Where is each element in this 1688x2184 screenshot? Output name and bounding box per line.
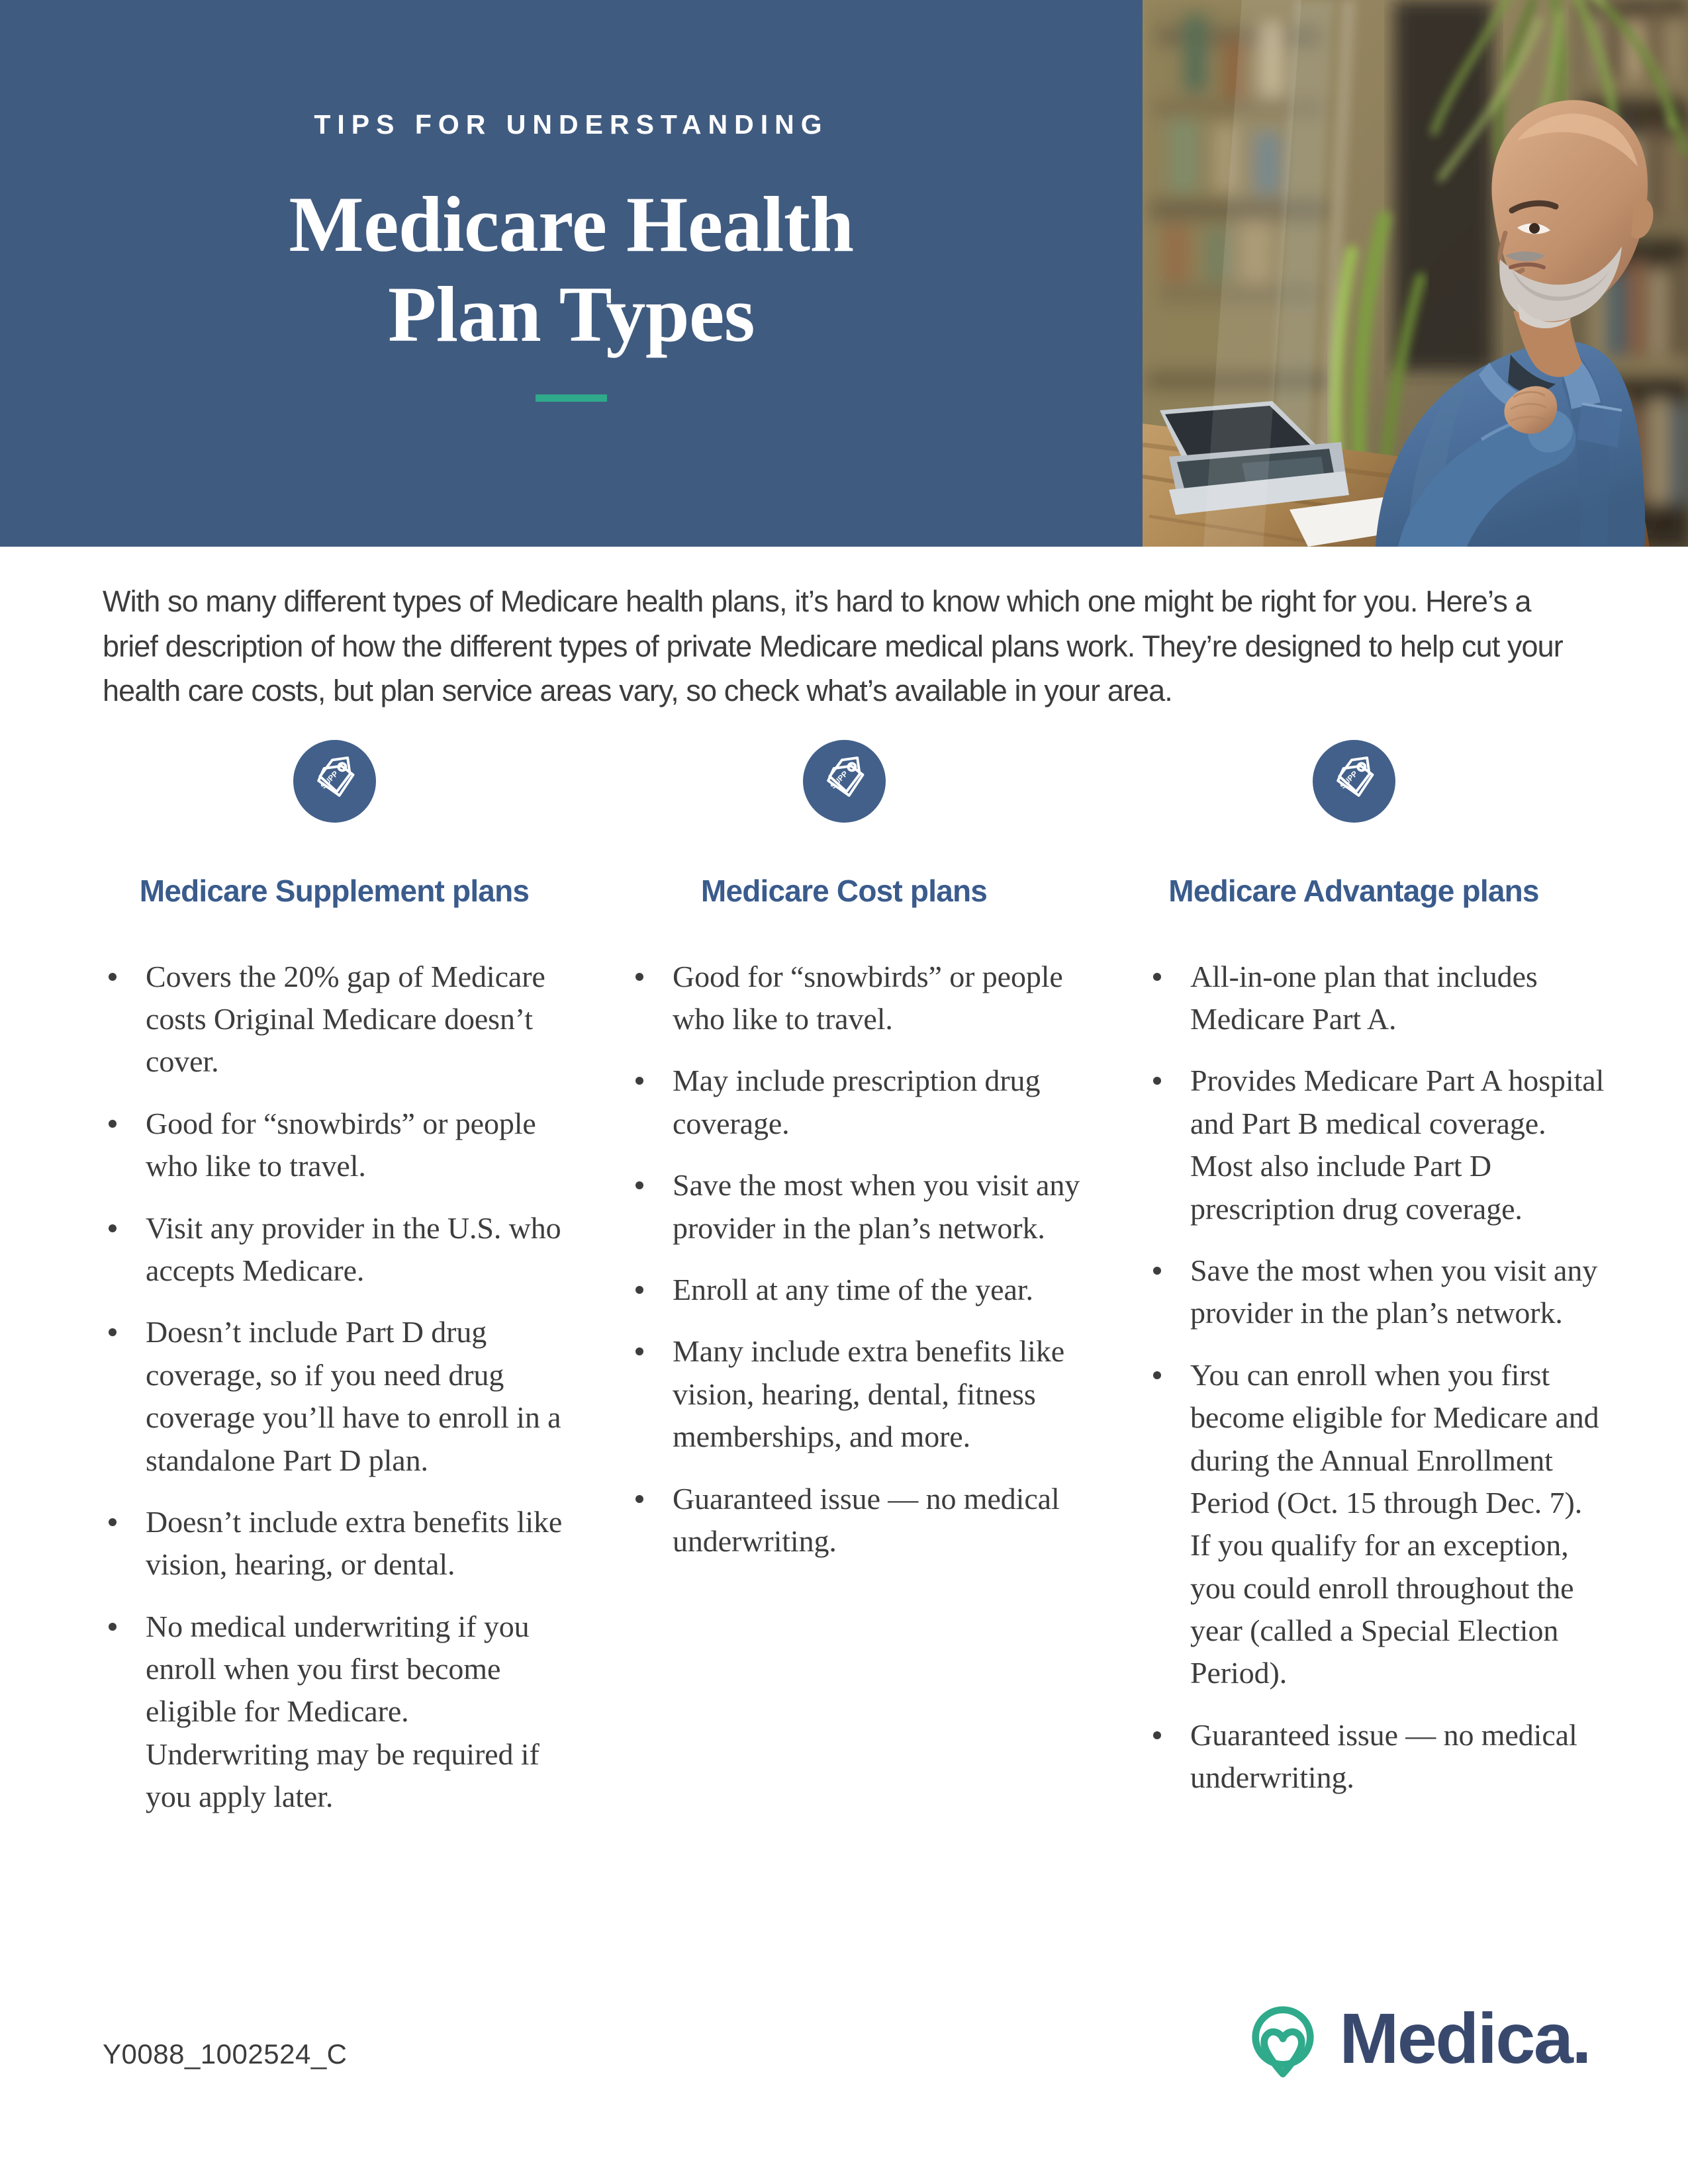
header-text-block [0, 0, 1143, 547]
medica-logo [1244, 1998, 1590, 2080]
plan-column-title: Medicare Advantage plans [1168, 874, 1539, 908]
page-header [0, 0, 1688, 547]
list-item: Doesn’t include Part D drug coverage, so if you need drug coverage you’ll have to enroll in a standalone Part D plan. [94, 1311, 575, 1482]
medica-heart-circle-icon [1244, 2002, 1322, 2080]
list-item: Good for “snowbirds” or people who like to travel. [94, 1103, 575, 1188]
list-item: Save the most when you visit any provider in the plan’s network. [1139, 1250, 1609, 1335]
title-accent-rule [536, 394, 607, 402]
plan-bullet-list [1099, 956, 1609, 1819]
svg-text:SUPP: SUPP [1338, 769, 1360, 791]
medica-wordmark: Medica. [1339, 1998, 1590, 2078]
list-item: Provides Medicare Part A hospital and Part B medical coverage. Most also include Part D prescription drug coverage. [1139, 1060, 1609, 1230]
list-item: Visit any provider in the U.S. who accepts Medicare. [94, 1207, 575, 1293]
price-tag-icon [803, 740, 886, 823]
plan-columns [79, 740, 1609, 1838]
list-item: Enroll at any time of the year. [621, 1269, 1084, 1311]
header-photo [1143, 0, 1688, 547]
price-tag-icon [293, 740, 376, 823]
intro-paragraph: With so many different types of Medicare health plans, it’s hard to know which one might be right for you. Here’s a brief description of how the different types of private Medicare medical plans work. They’re designed to help cut your health care costs, but plan service areas vary, so check what’s available in your area. [103, 584, 1563, 707]
plan-column-supplement [79, 740, 589, 1838]
list-item: Many include extra benefits like vision, hearing, dental, fitness memberships, and more. [621, 1330, 1084, 1458]
list-item: May include prescription drug coverage. [621, 1060, 1084, 1145]
header-eyebrow: TIPS FOR UNDERSTANDING [314, 109, 829, 140]
plan-bullet-list [589, 956, 1099, 1582]
list-item: Save the most when you visit any provider in the plan’s network. [621, 1164, 1084, 1250]
plan-column-advantage [1099, 740, 1609, 1819]
price-tag-icon [1313, 740, 1395, 823]
plan-bullet-list [79, 956, 589, 1838]
page-title-line-2: Plan Types [387, 269, 755, 358]
plan-column-cost [589, 740, 1099, 1582]
list-item: All-in-one plan that includes Medicare Part A. [1139, 956, 1609, 1041]
plan-column-title: Medicare Supplement plans [139, 874, 530, 908]
document-code: Y0088_1002524_C [103, 2038, 348, 2070]
list-item: Covers the 20% gap of Medicare costs Original Medicare doesn’t cover. [94, 956, 575, 1083]
list-item: Guaranteed issue — no medical underwriting. [1139, 1714, 1609, 1799]
plan-column-title: Medicare Cost plans [700, 874, 988, 908]
page-title-line-1: Medicare Health [289, 180, 854, 268]
svg-text:SUPP: SUPP [319, 769, 340, 791]
svg-text:SUPP: SUPP [829, 769, 850, 791]
list-item: Doesn’t include extra benefits like vision, hearing, or dental. [94, 1501, 575, 1586]
list-item: Guaranteed issue — no medical underwriting. [621, 1478, 1084, 1563]
list-item: You can enroll when you first become eligible for Medicare and during the Annual Enrollment Period (Oct. 15 through Dec. 7). If you qualify for an exception, you could enroll throughout the year (called a Special Election Period). [1139, 1354, 1609, 1695]
list-item: Good for “snowbirds” or people who like to travel. [621, 956, 1084, 1041]
page-title [289, 179, 853, 359]
list-item: No medical underwriting if you enroll when you first become eligible for Medicare. Underwriting may be required if you apply later. [94, 1606, 575, 1819]
